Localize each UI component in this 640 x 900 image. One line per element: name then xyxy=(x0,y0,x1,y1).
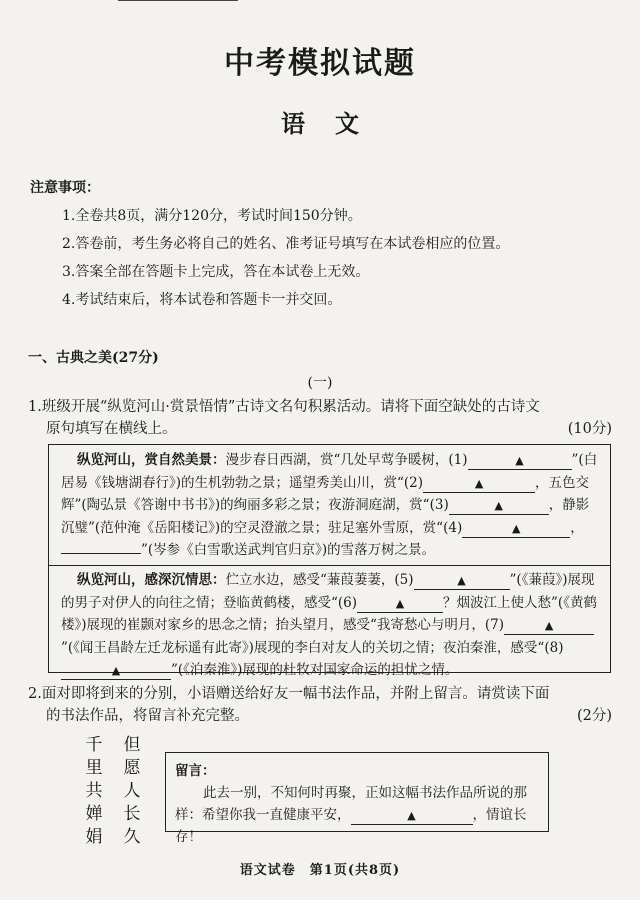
page-footer: 语文试卷 第1页(共8页) xyxy=(239,863,401,878)
calligraphy-column-left xyxy=(84,734,104,849)
section-heading: 一、古典之美(27分) xyxy=(28,350,159,366)
calligraphy-char: 千 xyxy=(85,735,103,755)
question-2-score: (2分) xyxy=(576,708,612,724)
answer-blank-5[interactable] xyxy=(414,572,510,590)
question-1-score: (10分) xyxy=(567,421,612,437)
answer-blank-4b[interactable] xyxy=(61,553,141,554)
message-box xyxy=(165,752,549,845)
answer-blank-8[interactable] xyxy=(61,662,171,680)
blank-marker: ▲ xyxy=(515,454,524,467)
answer-blank-message[interactable] xyxy=(351,807,473,825)
blank-marker: ▲ xyxy=(494,499,503,512)
notice-item: 2.答卷前，考生务必将自己的姓名、准考证号填写在本试卷相应的位置。 xyxy=(62,236,510,252)
question-1-line1: 1.班级开展“纵览河山·赏景悟情”古诗文名句积累活动。请将下面空缺处的古诗文 xyxy=(28,399,540,415)
question-2-line1: 2.面对即将到来的分别，小语赠送给好友一幅书法作品，并附上留言。请赏读下面 xyxy=(28,686,550,702)
box-divider xyxy=(49,565,610,566)
blank-marker: ▲ xyxy=(511,521,521,535)
notice-item: 1.全卷共8页，满分120分，考试时间150分钟。 xyxy=(62,208,362,224)
question-2-line2: 的书法作品，将留言补充完整。 xyxy=(46,708,249,724)
question-1-line2: 原句填写在横线上。 xyxy=(46,421,177,437)
calligraphy-char: 里 xyxy=(85,758,103,778)
blank-marker: ▲ xyxy=(407,809,416,822)
calligraphy-char: 愿 xyxy=(123,758,141,778)
message-text: 此去一别，不知何时再聚，正如这幅书法作品所说的那样：希望你我一直健康平安， ▲ ，情谊长存！ xyxy=(175,785,527,845)
part-heading: (一) xyxy=(307,375,333,391)
poetry-fill-box xyxy=(48,444,611,678)
notice-list xyxy=(62,207,509,319)
exam-title: 中考模拟试题 xyxy=(224,46,416,81)
calligraphy-char: 共 xyxy=(85,781,103,801)
paragraph-lead: 纵览河山，赏自然美景： xyxy=(77,452,226,468)
calligraphy-char: 人 xyxy=(123,781,141,801)
answer-blank-7[interactable] xyxy=(504,617,594,635)
question-1 xyxy=(28,396,612,440)
calligraphy-char: 久 xyxy=(123,827,141,847)
blank-marker: ▲ xyxy=(395,596,405,610)
calligraphy-char: 长 xyxy=(123,804,141,824)
calligraphy-char: 但 xyxy=(123,735,141,755)
notice-title: 注意事项： xyxy=(30,180,100,196)
notice-item: 3.答案全部在答题卡上完成，答在本试卷上无效。 xyxy=(62,264,370,280)
blank-marker: ▲ xyxy=(111,664,121,677)
answer-blank-2[interactable] xyxy=(423,475,535,493)
calligraphy-char: 婵 xyxy=(85,804,103,824)
calligraphy-char: 娟 xyxy=(85,827,103,847)
answer-blank-3[interactable] xyxy=(449,497,549,515)
paragraph-deep-feelings: 纵览河山，感深沉情思：伫立水边，感受“蒹葭萋萋，(5) ▲ ”(《蒹葭》)展现的男子对伊人的向往之情；登临黄鹤楼，感受“(6) ▲ ？烟波江上使人愁”(《黄鹤楼》)展现的崔颢对家乡的思念之情；抬头望月，感受“我寄愁心与明月，(7) ▲”(《闻王昌龄左迁龙标遥有此寄》)展现的李白对友人的关切之情；夜泊秦淮，感受“(8)▲ ”(《泊秦淮》)展现的杜牧对国家命运的担忧之情。 xyxy=(61,572,597,678)
notice-item: 4.考试结束后，将本试卷和答题卡一并交回。 xyxy=(62,292,342,308)
top-edge-line xyxy=(118,0,238,4)
blank-marker: ▲ xyxy=(457,574,466,587)
answer-blank-4a[interactable] xyxy=(462,520,570,538)
message-label: 留言： xyxy=(175,763,216,779)
answer-blank-1[interactable] xyxy=(468,452,572,470)
question-2 xyxy=(28,683,612,727)
blank-marker: ▲ xyxy=(544,619,554,632)
paragraph-lead: 纵览河山，感深沉情思： xyxy=(77,572,226,588)
calligraphy-column-right xyxy=(122,734,142,849)
answer-blank-6[interactable] xyxy=(357,595,443,613)
paragraph-natural-scenery: 纵览河山，赏自然美景：漫步春日西湖，赏“几处早莺争暖树，(1) ▲ ”(白居易《钱塘湖春行》)的生机勃勃之景；遥望秀美山川，赏“(2) ▲ ，五色交辉”(陶弘景《答谢中书书》)的绚丽多彩之景；夜游洞庭湖，赏“(3) ▲ ，静影沉璧”(范仲淹《岳阳楼记》)的空灵澄澈之景；驻足塞外雪原，赏“(4) ▲ ，”(岑参《白雪歌送武判官归京》)的雪落万树之景。 xyxy=(61,452,598,558)
subject-title: 语文 xyxy=(281,109,389,138)
blank-marker: ▲ xyxy=(474,476,484,490)
